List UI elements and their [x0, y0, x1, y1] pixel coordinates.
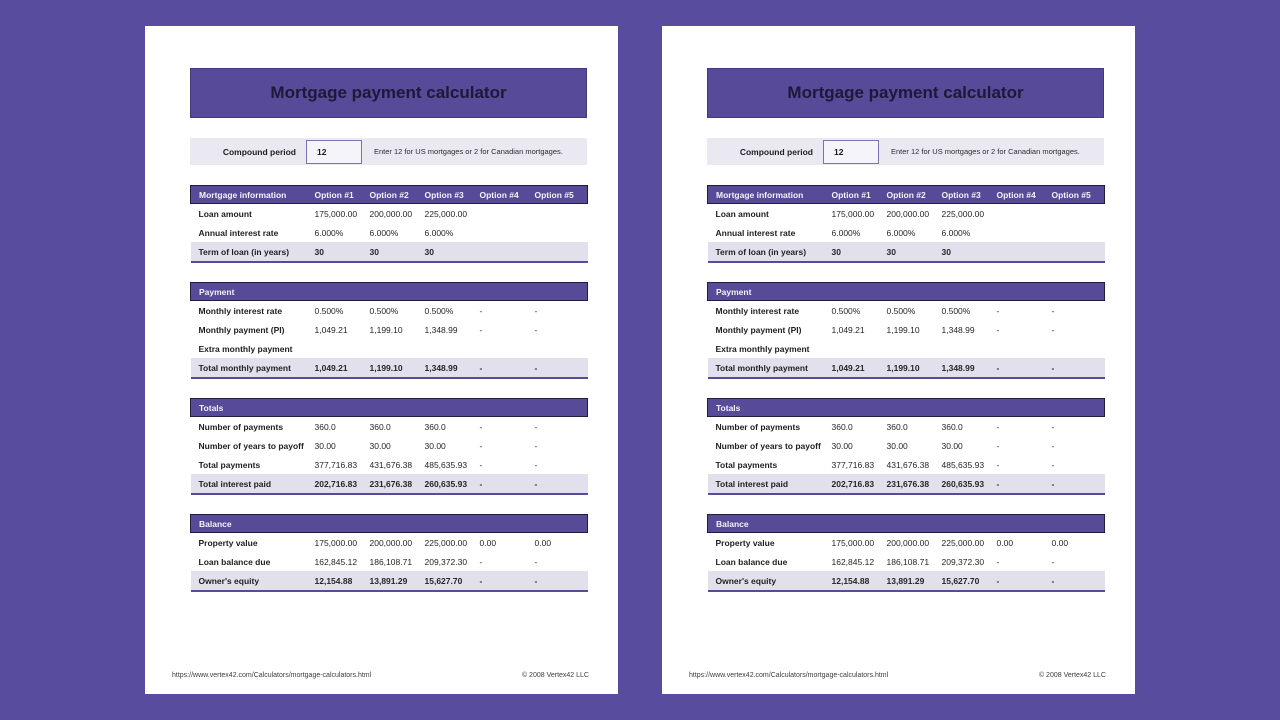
cell-value: -: [996, 421, 1000, 432]
cell-value: [478, 223, 533, 242]
row-label: Total monthly payment: [708, 358, 830, 378]
section-header-row: [708, 399, 1105, 417]
row-label: Total payments: [715, 459, 778, 470]
table-row: [191, 571, 588, 591]
section-title: Payment: [708, 283, 1105, 301]
cell-value: 1,049.21: [313, 358, 368, 378]
cell-value: 260,635.93: [423, 474, 478, 494]
cell-value: -: [478, 571, 533, 591]
cell-value: 0.500%: [886, 305, 916, 316]
cell-value: 6.000%: [886, 227, 916, 238]
table-row: [191, 339, 588, 358]
cell-value: -: [1050, 571, 1105, 591]
row-label: Total interest paid: [191, 474, 313, 494]
page-footer: [689, 672, 1106, 679]
page-title: Mortgage payment calculator: [270, 83, 507, 102]
cell-value: -: [479, 440, 483, 451]
cell-value: [533, 204, 588, 224]
cell-value: [533, 242, 588, 262]
table-row: [708, 320, 1105, 339]
cell-value: -: [995, 571, 1050, 591]
cell-value: 162,845.12: [314, 556, 358, 567]
document-page-1[interactable]: [145, 26, 618, 694]
cell-value: [478, 339, 533, 358]
row-label: Monthly payment (PI): [715, 324, 802, 335]
cell-value: 360.0: [314, 421, 336, 432]
cell-value: -: [1051, 440, 1055, 451]
section-table-totals: [190, 398, 588, 495]
cell-value: 175,000.00: [831, 537, 875, 548]
cell-value: -: [995, 358, 1050, 378]
cell-value: -: [996, 556, 1000, 567]
cell-value: 377,716.83: [831, 459, 875, 470]
column-header: Option #2: [885, 186, 940, 204]
table-row: [708, 533, 1105, 553]
cell-value: [1050, 223, 1105, 242]
cell-value: [1050, 204, 1105, 224]
cell-value: 175,000.00: [831, 208, 875, 219]
cell-value: 13,891.29: [885, 571, 940, 591]
cell-value: -: [533, 358, 588, 378]
compound-period-note: Enter 12 for US mortgages or 2 for Canadian mortgages.: [374, 147, 563, 156]
cell-value: 202,716.83: [830, 474, 885, 494]
cell-value: [423, 339, 478, 358]
footer-copyright: © 2008 Vertex42 LLC: [521, 672, 589, 679]
cell-value: [1050, 339, 1105, 358]
column-header: Option #2: [368, 186, 423, 204]
cell-value: 15,627.70: [940, 571, 995, 591]
section-table-payment: [190, 282, 588, 379]
row-label: Annual interest rate: [715, 227, 796, 238]
section-table-mortgage-information: [707, 185, 1105, 263]
table-row: [191, 552, 588, 571]
cell-value: 1,199.10: [369, 324, 403, 335]
compound-period-input[interactable]: 12: [306, 140, 362, 164]
cell-value: 360.0: [886, 421, 908, 432]
cell-value: 30.00: [424, 440, 446, 451]
cell-value: 1,049.21: [830, 358, 885, 378]
cell-value: 175,000.00: [314, 537, 358, 548]
cell-value: 13,891.29: [368, 571, 423, 591]
cell-value: 1,348.99: [940, 358, 995, 378]
cell-value: 1,199.10: [886, 324, 920, 335]
cell-value: 360.0: [369, 421, 391, 432]
cell-value: 225,000.00: [941, 537, 985, 548]
cell-value: -: [996, 305, 1000, 316]
cell-value: 200,000.00: [369, 537, 413, 548]
column-header: Option #1: [313, 186, 368, 204]
section-header-row: [708, 515, 1105, 533]
cell-value: 186,108.71: [369, 556, 413, 567]
column-header: Option #3: [423, 186, 478, 204]
row-label: Loan balance due: [198, 556, 271, 567]
cell-value: 0.500%: [831, 305, 861, 316]
cell-value: [313, 339, 368, 358]
page-title: Mortgage payment calculator: [787, 83, 1024, 102]
table-row: [191, 417, 588, 437]
section-title: Balance: [191, 515, 588, 533]
tables-container: [190, 185, 587, 611]
cell-value: 209,372.30: [424, 556, 468, 567]
cell-value: -: [996, 459, 1000, 470]
cell-value: 6.000%: [831, 227, 861, 238]
section-title: Payment: [191, 283, 588, 301]
cell-value: 377,716.83: [314, 459, 358, 470]
cell-value: 30: [423, 242, 478, 262]
cell-value: -: [479, 305, 483, 316]
cell-value: 30: [368, 242, 423, 262]
row-label: Extra monthly payment: [198, 343, 293, 354]
cell-value: 485,635.93: [941, 459, 985, 470]
table-row: [708, 242, 1105, 262]
cell-value: -: [1051, 324, 1055, 335]
tables-container: [707, 185, 1104, 611]
cell-value: -: [478, 474, 533, 494]
cell-value: 202,716.83: [313, 474, 368, 494]
column-header: Option #5: [1050, 186, 1105, 204]
footer-copyright: © 2008 Vertex42 LLC: [1038, 672, 1106, 679]
cell-value: 12,154.88: [313, 571, 368, 591]
row-label: Property value: [715, 537, 775, 548]
cell-value: -: [479, 324, 483, 335]
cell-value: -: [479, 556, 483, 567]
table-row: [191, 204, 588, 224]
section-header-row: [708, 283, 1105, 301]
cell-value: 1,199.10: [368, 358, 423, 378]
table-row: [708, 223, 1105, 242]
row-label: Number of years to payoff: [198, 440, 304, 451]
cell-value: 30: [885, 242, 940, 262]
cell-value: -: [995, 474, 1050, 494]
section-table-totals: [707, 398, 1105, 495]
cell-value: 360.0: [941, 421, 963, 432]
cell-value: 6.000%: [314, 227, 344, 238]
cell-value: 0.500%: [424, 305, 454, 316]
section-table-payment: [707, 282, 1105, 379]
cell-value: 6.000%: [369, 227, 399, 238]
column-header: Option #1: [830, 186, 885, 204]
table-row: [708, 571, 1105, 591]
footer-url: https://www.vertex42.com/Calculators/mortgage-calculators.html: [172, 672, 372, 679]
cell-value: 162,845.12: [831, 556, 875, 567]
cell-value: 1,049.21: [831, 324, 865, 335]
cell-value: 1,348.99: [941, 324, 975, 335]
cell-value: [885, 339, 940, 358]
cell-value: [830, 339, 885, 358]
cell-value: [995, 339, 1050, 358]
row-label: Term of loan (in years): [708, 242, 830, 262]
table-row: [191, 474, 588, 494]
cell-value: [1050, 242, 1105, 262]
cell-value: 431,676.38: [369, 459, 413, 470]
cell-value: 431,676.38: [886, 459, 930, 470]
row-label: Loan amount: [715, 208, 769, 219]
cell-value: 231,676.38: [368, 474, 423, 494]
cell-value: 0.00: [534, 537, 552, 548]
cell-value: 360.0: [831, 421, 853, 432]
row-label: Owner's equity: [191, 571, 313, 591]
cell-value: 1,199.10: [885, 358, 940, 378]
section-title: Balance: [708, 515, 1105, 533]
row-label: Annual interest rate: [198, 227, 279, 238]
cell-value: 1,348.99: [423, 358, 478, 378]
cell-value: 30: [313, 242, 368, 262]
compound-period-label: Compound period: [739, 146, 813, 157]
cell-value: 225,000.00: [424, 208, 468, 219]
table-row: [191, 455, 588, 474]
table-row: [708, 417, 1105, 437]
table-row: [708, 455, 1105, 474]
cell-value: 6.000%: [941, 227, 971, 238]
section-title: Totals: [191, 399, 588, 417]
cell-value: 12,154.88: [830, 571, 885, 591]
section-title: Mortgage information: [708, 186, 830, 204]
compound-period-row: [707, 138, 1104, 165]
table-row: [191, 358, 588, 378]
row-label: Loan balance due: [715, 556, 788, 567]
column-header: Option #4: [995, 186, 1050, 204]
title-banner: [190, 68, 587, 118]
cell-value: -: [534, 305, 538, 316]
column-header: Option #3: [940, 186, 995, 204]
cell-value: -: [534, 324, 538, 335]
cell-value: -: [1050, 358, 1105, 378]
compound-period-label: Compound period: [222, 146, 296, 157]
footer-url: https://www.vertex42.com/Calculators/mortgage-calculators.html: [689, 672, 889, 679]
document-page-2[interactable]: [662, 26, 1135, 694]
cell-value: [940, 339, 995, 358]
cell-value: 200,000.00: [886, 537, 930, 548]
section-header-row: [191, 283, 588, 301]
cell-value: 485,635.93: [424, 459, 468, 470]
cell-value: -: [1050, 474, 1105, 494]
compound-period-row: [190, 138, 587, 165]
row-label: Owner's equity: [708, 571, 830, 591]
cell-value: -: [479, 459, 483, 470]
table-row: [708, 436, 1105, 455]
cell-value: 175,000.00: [314, 208, 358, 219]
cell-value: [478, 242, 533, 262]
cell-value: 30.00: [369, 440, 391, 451]
cell-value: 225,000.00: [424, 537, 468, 548]
table-row: [708, 474, 1105, 494]
cell-value: 0.500%: [941, 305, 971, 316]
cell-value: 200,000.00: [369, 208, 413, 219]
cell-value: -: [478, 358, 533, 378]
table-row: [191, 436, 588, 455]
table-row: [191, 301, 588, 321]
section-header-row: [191, 399, 588, 417]
table-row: [191, 533, 588, 553]
cell-value: 1,049.21: [314, 324, 348, 335]
table-row: [191, 242, 588, 262]
cell-value: [995, 242, 1050, 262]
row-label: Total interest paid: [708, 474, 830, 494]
page-footer: [172, 672, 589, 679]
cell-value: 260,635.93: [940, 474, 995, 494]
row-label: Total payments: [198, 459, 261, 470]
cell-value: 0.00: [479, 537, 497, 548]
cell-value: 30.00: [831, 440, 853, 451]
cell-value: -: [1051, 421, 1055, 432]
table-row: [708, 358, 1105, 378]
cell-value: 15,627.70: [423, 571, 478, 591]
column-header: Option #4: [478, 186, 533, 204]
section-table-balance: [707, 514, 1105, 592]
cell-value: [995, 223, 1050, 242]
cell-value: -: [534, 421, 538, 432]
cell-value: -: [533, 474, 588, 494]
table-row: [191, 320, 588, 339]
cell-value: -: [534, 440, 538, 451]
compound-period-input[interactable]: 12: [823, 140, 879, 164]
column-header: Option #5: [533, 186, 588, 204]
cell-value: -: [479, 421, 483, 432]
cell-value: 0.500%: [314, 305, 344, 316]
section-header-row: [191, 515, 588, 533]
cell-value: 30: [830, 242, 885, 262]
cell-value: [995, 204, 1050, 224]
row-label: Property value: [198, 537, 258, 548]
cell-value: -: [1051, 556, 1055, 567]
title-banner: [707, 68, 1104, 118]
section-title: Totals: [708, 399, 1105, 417]
cell-value: 0.00: [1051, 537, 1069, 548]
table-row: [708, 552, 1105, 571]
cell-value: 30: [940, 242, 995, 262]
row-label: Extra monthly payment: [715, 343, 810, 354]
cell-value: -: [534, 556, 538, 567]
table-row: [191, 223, 588, 242]
cell-value: 200,000.00: [886, 208, 930, 219]
cell-value: 6.000%: [424, 227, 454, 238]
cell-value: -: [996, 324, 1000, 335]
row-label: Loan amount: [198, 208, 252, 219]
cell-value: 0.500%: [369, 305, 399, 316]
section-title: Mortgage information: [191, 186, 313, 204]
cell-value: 1,348.99: [424, 324, 458, 335]
row-label: Number of payments: [715, 421, 801, 432]
section-table-balance: [190, 514, 588, 592]
row-label: Monthly payment (PI): [198, 324, 285, 335]
section-header-row: [191, 186, 588, 204]
cell-value: 186,108.71: [886, 556, 930, 567]
table-row: [708, 204, 1105, 224]
cell-value: 209,372.30: [941, 556, 985, 567]
cell-value: 225,000.00: [941, 208, 985, 219]
cell-value: -: [996, 440, 1000, 451]
cell-value: 0.00: [996, 537, 1014, 548]
cell-value: [478, 204, 533, 224]
compound-period-note: Enter 12 for US mortgages or 2 for Canadian mortgages.: [891, 147, 1080, 156]
cell-value: 30.00: [314, 440, 336, 451]
row-label: Term of loan (in years): [191, 242, 313, 262]
cell-value: 360.0: [424, 421, 446, 432]
table-row: [708, 339, 1105, 358]
cell-value: -: [533, 571, 588, 591]
cell-value: -: [534, 459, 538, 470]
cell-value: [533, 339, 588, 358]
cell-value: 231,676.38: [885, 474, 940, 494]
row-label: Monthly interest rate: [198, 305, 283, 316]
cell-value: -: [1051, 459, 1055, 470]
cell-value: [533, 223, 588, 242]
row-label: Number of years to payoff: [715, 440, 821, 451]
row-label: Number of payments: [198, 421, 284, 432]
section-header-row: [708, 186, 1105, 204]
section-table-mortgage-information: [190, 185, 588, 263]
cell-value: [368, 339, 423, 358]
row-label: Monthly interest rate: [715, 305, 800, 316]
cell-value: -: [1051, 305, 1055, 316]
row-label: Total monthly payment: [191, 358, 313, 378]
cell-value: 30.00: [941, 440, 963, 451]
cell-value: 30.00: [886, 440, 908, 451]
table-row: [708, 301, 1105, 321]
